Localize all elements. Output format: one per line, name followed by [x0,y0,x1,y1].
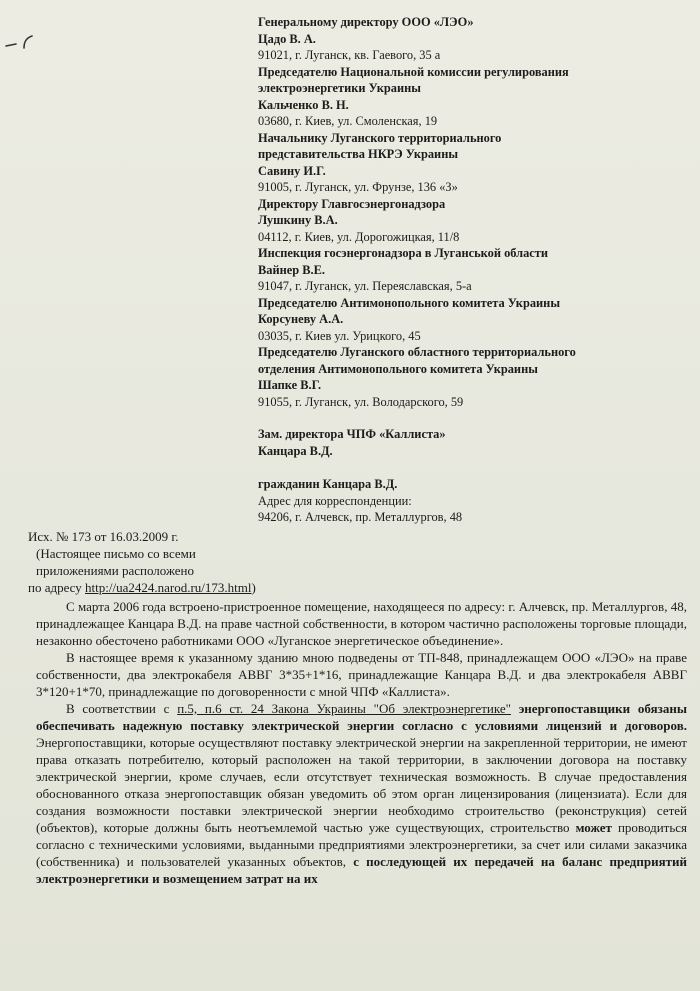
paragraph-3-intro: В соответствии с [66,701,178,716]
outgoing-note-line2: приложениями расположено [36,563,195,578]
paragraph-2: В настоящее время к указанному зданию мною подведены от ТП-848, принадлежащем ООО «ЛЭО» на праве собственности, два электрокабеля АВВГ 3*35+1*16, принадлежащие Канцара В.Д. и два электрокабеля АВВГ 3*120+1*70, принадлежащие по договоренности с мной ЧПФ «Каллиста». [36,650,687,699]
addressee-line: 91021, г. Луганск, кв. Гаевого, 35 а [258,48,441,62]
sender-name: Канцара В.Д. [258,443,333,458]
handwritten-mark-icon [2,18,42,58]
addressee-line: представительства НКРЭ Украины [258,147,459,161]
addressee-line: Председателю Национальной комиссии регулирования [258,64,569,79]
addressee-line: 04112, г. Киев, ул. Дорогожицкая, 11/8 [258,229,460,244]
paragraph-3-conditions: проводиться согласно с техническими условиями, выданными предприятиями электроэнергетики, за счет или силами заказчика (собственника) и пользователей указанных объектов, [36,820,688,869]
paragraph-1: С марта 2006 года встроено-пристроенное помещение, находящееся по адресу: г. Алчевск, пр. Металлургов, 48, принадлежащее Канцара В.Д. на праве частной собственности, в котором частично расположены торговые площади, незаконно обесточено работниками ООО «Луганское энергетическое объединение». [36,599,687,648]
addressee-line: отделения Антимонопольного комитета Украины [258,361,538,376]
outgoing-note-line3 [28,579,288,596]
paragraph-3-may-word: может [575,820,612,835]
law-reference-link[interactable]: п.5, п.6 ст. 24 Закона Украины "Об электроэнергетике" [177,701,511,716]
addressee-line: 03035, г. Киев ул. Урицкого, 45 [258,328,421,343]
addressee-line: 03680, г. Киев, ул. Смоленская, 19 [258,114,438,128]
addressee-block [258,14,688,410]
outgoing-reference [28,528,288,596]
addressee-line: Савину И.Г. [258,163,326,178]
paragraph-3-bold-tail: с последующей их передачей на баланс предприятий электроэнергетики и возмещением затрат на их [36,854,687,886]
addressee-line: Генеральному директору ООО «ЛЭО» [258,15,474,29]
addressee-line: Лушкину В.А. [258,213,338,227]
paragraph-3 [36,700,687,887]
addressee-line: Цадо В. А. [258,31,316,46]
letter-body [36,598,687,887]
addressee-line: 91005, г. Луганск, ул. Фрунзе, 136 «З» [258,180,458,194]
citizen-name: гражданин Канцара В.Д. [258,477,398,491]
addressee-line: Корсуневу А.А. [258,312,344,326]
outgoing-note-prefix: по адресу [28,580,86,595]
sender-block [258,426,688,459]
addressee-line: 91047, г. Луганск, ул. Переяславская, 5-а [258,279,472,293]
correspondence-label: Адрес для корреспонденции: [258,493,412,508]
paragraph-3-bold-obligation: энергопоставщики обязаны обеспечивать надежную поставку электрической энергии согласно с условиями лицензий и договоров. [36,701,687,733]
addressee-line: Председателю Луганского областного территориального [258,345,576,359]
sender-title: Зам. директора ЧПФ «Каллиста» [258,427,446,441]
addressee-line: Вайнер В.Е. [258,262,325,277]
correspondence-address: 94206, г. Алчевск, пр. Металлургов, 48 [258,510,463,524]
addressee-line: Председателю Антимонопольного комитета Украины [258,295,560,310]
addressee-line: Шапке В.Г. [258,378,322,392]
addressee-line: Директору Главгосэнергонадзора [258,196,446,211]
outgoing-note-link[interactable]: http://ua2424.narod.ru/173.html [85,580,252,595]
outgoing-note-line1: (Настоящее письмо со всеми [36,546,196,561]
paragraph-3-body: Энергопоставщики, которые осуществляют поставку электрической энергии на закрепленной территории, не имеют права отказать потребителю, который расположен на такой территории, в заключении договора на поставку электрической энергии, кроме случаев, если отсутствует техническая возможность. В случае предоставления обоснованного отказа энергопоставщик обязан уведомить об этом орган лицензирования (лицензиата). Если для создания возможности поставки электрической энергии необходимо строительство (реконструкция) сетей (объектов), которые должны быть неотъемлемой частью уже существующих, строительство [36,735,687,835]
addressee-line: 91055, г. Луганск, ул. Володарского, 59 [258,394,464,409]
addressee-line: Начальнику Луганского территориального [258,130,502,145]
addressee-line: Кальченко В. Н. [258,97,349,112]
addressee-line: Инспекция госэнергонадзора в Луганськой области [258,246,549,260]
outgoing-number: Исх. № 173 от 16.03.2009 г. [28,529,179,544]
citizen-block [258,476,688,526]
addressee-line: электроэнергетики Украины [258,81,421,95]
outgoing-note-suffix: ) [251,580,256,595]
